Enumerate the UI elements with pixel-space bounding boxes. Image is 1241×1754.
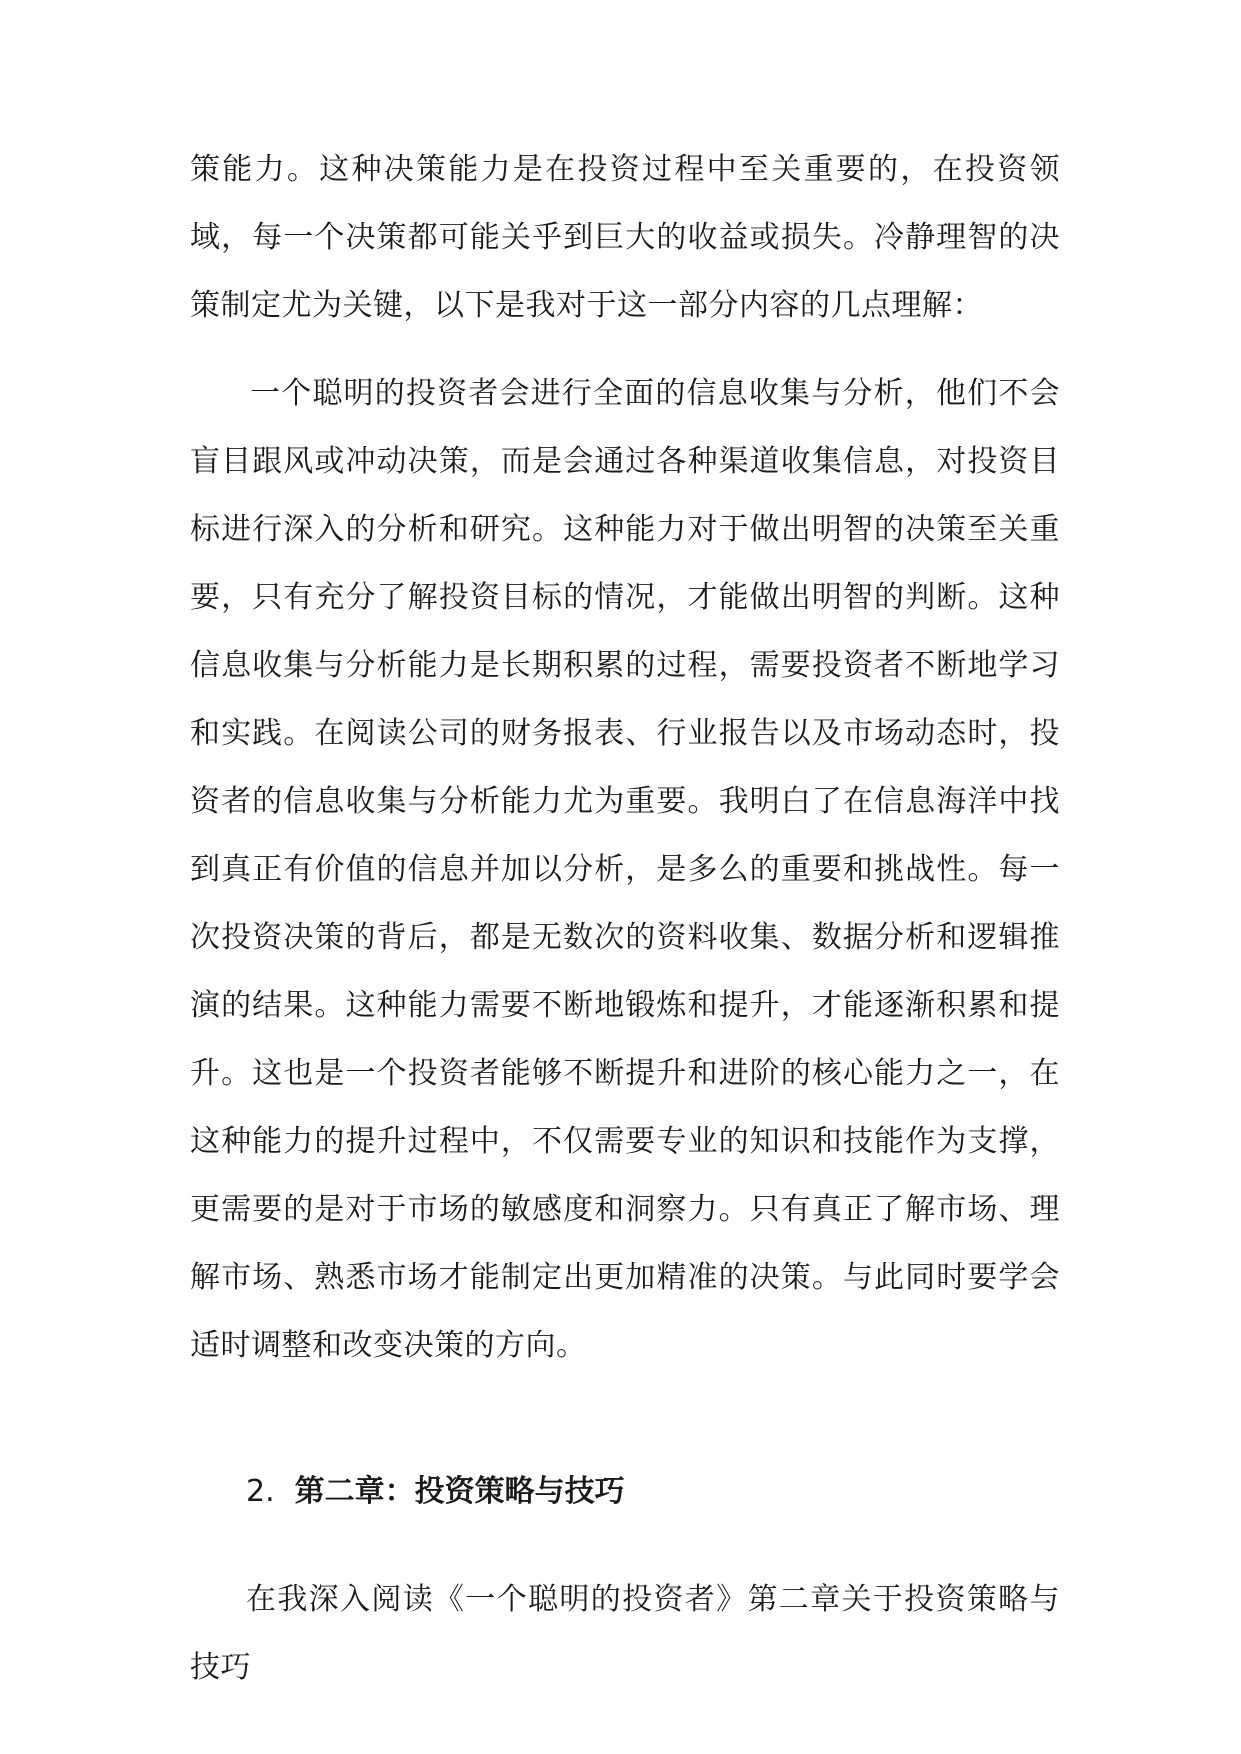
paragraph-chapter-two-intro: 在我深入阅读《一个聪明的投资者》第二章关于投资策略与技巧	[190, 1582, 1060, 1685]
section-heading	[246, 1472, 625, 1512]
paragraph-decision-ability: 策能力。这种决策能力是在投资过程中至关重要的，在投资领域，每一个决策都可能关乎到巨大的收益或损失。冷静理智的决策制定尤为关键，以下是我对于这一部分内容的几点理解：	[190, 152, 1060, 323]
section-number: 2.	[246, 1474, 275, 1509]
paragraph-information-analysis: 一个聪明的投资者会进行全面的信息收集与分析，他们不会盲目跟风或冲动决策，而是会通过各种渠道收集信息，对投资目标进行深入的分析和研究。这种能力对于做出明智的决策至关重要，只有充分了解投资目标的情况，才能做出明智的判断。这种信息收集与分析能力是长期积累的过程，需要投资者不断地学习和实践。在阅读公司的财务报表、行业报告以及市场动态时，投资者的信息收集与分析能力尤为重要。我明白了在信息海洋中找到真正有价值的信息并加以分析，是多么的重要和挑战性。每一次投资决策的背后，都是无数次的资料收集、数据分析和逻辑推演的结果。这种能力需要不断地锻炼和提升，才能逐渐积累和提升。这也是一个投资者能够不断提升和进阶的核心能力之一，在这种能力的提升过程中，不仅需要专业的知识和技能作为支撑，更需要的是对于市场的敏感度和洞察力。只有真正了解市场、理解市场、熟悉市场才能制定出更加精准的决策。与此同时要学会适时调整和改变决策的方向。	[190, 376, 1060, 1363]
section-title: 第二章：投资策略与技巧	[294, 1474, 625, 1509]
